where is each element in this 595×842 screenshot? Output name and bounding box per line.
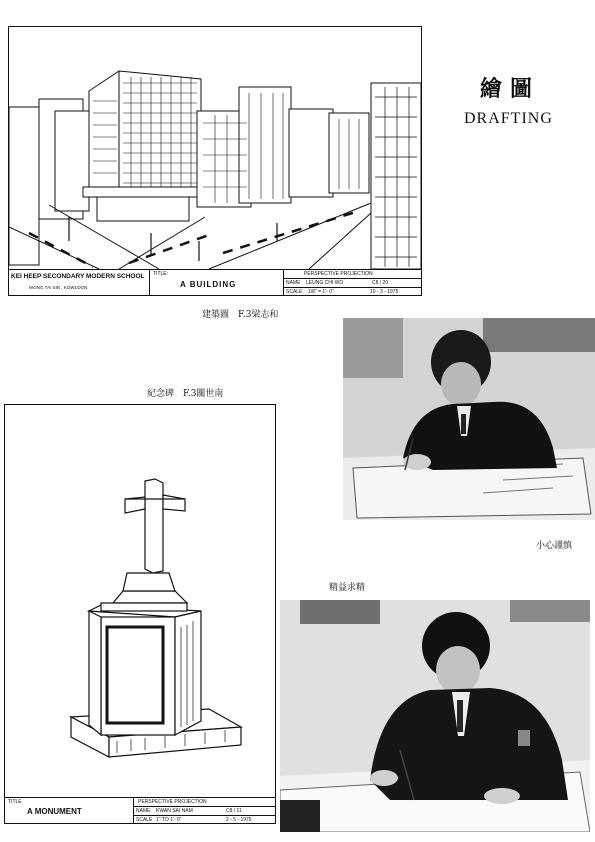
building-name-value: LEUNG CHI WO [306, 280, 344, 286]
building-perspective-label: PERSPECTIVE PROJECTION [304, 271, 373, 277]
building-date: 10 - 3 - 1975 [370, 289, 399, 295]
building-caption: 建築圖 F.3梁志和 [202, 310, 279, 320]
building-perspective-illustration [9, 27, 421, 269]
monument-title-block [5, 797, 275, 824]
monument-name-value: KWAN SAI NAM [156, 808, 193, 814]
monument-title-label: TITLE [8, 799, 22, 805]
monument-date: 2 - 5 - 1975 [226, 817, 252, 823]
photo2-caption: 精益求精 [329, 583, 366, 593]
school-address: WONG TAI SIN , KOWLOON [29, 285, 88, 290]
building-sheet: C8 / 20 [372, 280, 389, 286]
building-title: A BUILDING [180, 280, 237, 289]
monument-scale-label: SCALE [136, 817, 153, 823]
monument-perspective-label: PERSPECTIVE PROJECTION [138, 799, 207, 805]
school-name: KEI HEEP SECONDARY MODERN SCHOOL [11, 273, 145, 280]
monument-title: A MONUMENT [27, 807, 82, 816]
building-scale-label: SCALE [286, 289, 303, 295]
building-scale-value: 1/8" = 1'- 0" [308, 289, 334, 295]
building-title-block [9, 269, 421, 296]
heading-english: DRAFTING [464, 110, 553, 127]
monument-sheet: C8 / 11 [226, 808, 242, 814]
photo-student-drafting-2 [280, 600, 590, 832]
monument-scale-value: 1" TO 1'- 0" [156, 817, 182, 823]
monument-illustration [5, 405, 275, 797]
building-title-label: TITLE: [153, 271, 169, 277]
monument-name-label: NAME [136, 808, 151, 814]
monument-caption: 紀念碑 F.3關世南 [147, 389, 224, 399]
monument-drawing [4, 404, 276, 824]
building-drawing [8, 26, 422, 296]
building-name-label: NAME [286, 280, 301, 286]
photo1-caption: 小心謹慎 [536, 541, 573, 551]
photo-student-drafting-1 [343, 318, 595, 520]
heading-chinese: 繪圖 [480, 76, 541, 102]
